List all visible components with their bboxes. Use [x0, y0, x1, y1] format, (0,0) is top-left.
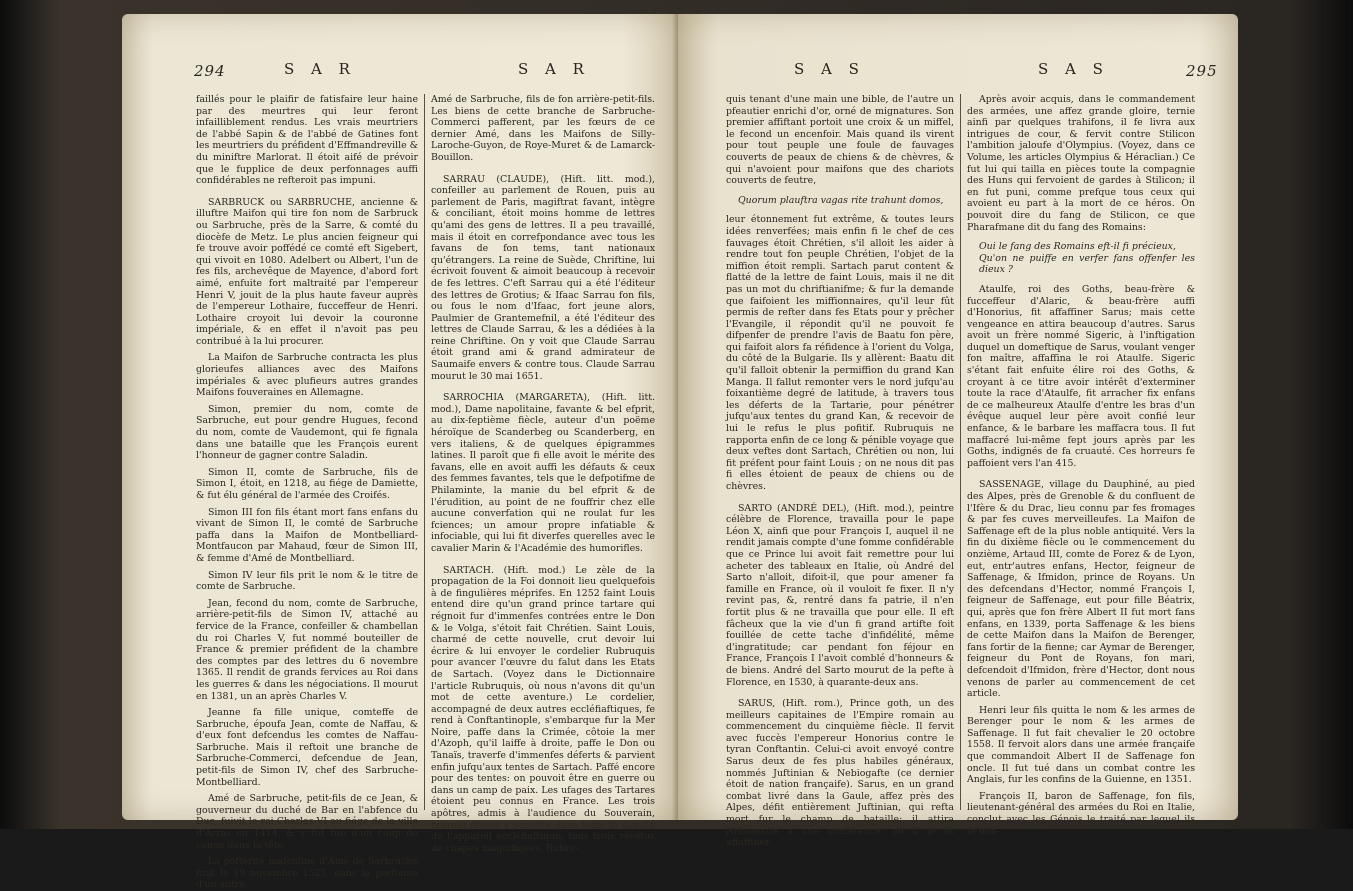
paragraph: Simon III fon fils étant mort fans enfans du vivant de Simon II, le comté de Sarbruche paffa dans la Maifon de Montbelliard-Montfaucon par Mahaud, fœur de Simon III, & femme d'Amé de Montbelliard.: [196, 506, 418, 564]
paragraph: Amé de Sarbruche, petit-fils de ce Jean, & gouverneur du duché de Bar en l'abfence du Duc, fuivit le roi Charles VI au fiége de la ville d'Arras en 1414, & y fut tué d'un coup de canon dans la tête.: [196, 793, 418, 851]
page-number-right: 295: [1186, 62, 1218, 80]
paragraph: Simon II, comte de Sarbruche, fils de Simon I, étoit, en 1218, au fiége de Damiette, & fut élu général de l'armée des Croifés.: [196, 466, 418, 501]
running-head-left: S A R: [284, 60, 356, 78]
paragraph: Après avoir acquis, dans le commandement des armées, une affez grande gloire, ternie ainfi par quelques trahifons, il fe livra aux intrigues de cour, & fervit contre Stilicon l'ambition jaloufe d'Olympius. (Voyez, dans ce Volume, les articles Olympius & Héraclian.) Ce fut lui qui tailla en pièces toute la compagnie des Huns qui fervoient de gardes à Stilicon; il en fut puni, comme prefque tous ceux qui avoient eu part à la mort de ce héros. On pouvoit dire du fang de Stilicon, ce que Pharafmane dit du fang des Romains:: [967, 94, 1195, 233]
right-page: [678, 14, 1238, 849]
paragraph: François II, baron de Saffenage, fon fils, lieutenant-général des armées du Roi en Italie, conclut avec les Génois le traité par lequel ils fe don-: [967, 790, 1195, 837]
running-head-left-center: S A R: [518, 60, 590, 78]
paragraph: Jean, fecond du nom, comte de Sarbruche, arrière-petit-fils de Simon IV, attaché au fervice de la France, confeiller & chambellan du roi Charles V, fut nommé bouteiller de France & premier préfident de la chambre des comptes par des lettres du 6 novembre 1365. Il rendit de grands fervices au Roi dans les guerres & dans les négociations. Il mourut en 1381, un an après Charles V.: [196, 597, 418, 702]
left-page: [122, 14, 678, 891]
verse-quote: Oui le fang des Romains eft-il fi précieux, Qu'on ne puiffe en verfer fans offenfer les dieux ?: [979, 241, 1195, 276]
right-page-column-1: [726, 94, 954, 849]
paragraph: Simon, premier du nom, comte de Sarbruche, eut pour gendre Hugues, fecond du nom, comte de Vaudemont, qui fe fignala dans une bataille que les François eurent l'honneur de gagner contre Saladin.: [196, 403, 418, 462]
column-rule: [960, 94, 961, 810]
paragraph: quis tenant d'une main une bible, de l'autre un pfeautier enrichi d'or, orné de mignatures. Son premier affiftant portoit une croix & un miffel, le fecond un encenfoir. Mais quand ils virent pour tout peuple une foule de fauvages couverts de peaux de chiens & de chèvres, & qui n'avoient pour maifons que des chariots couverts de feutre,: [726, 94, 954, 187]
paragraph: La Maifon de Sarbruche contracta les plus glorieufes alliances avec des Maifons impériales & avec plufieurs autres grandes Maifons fouveraines en Allemagne.: [196, 352, 418, 399]
verse-quote: Quorum plauftra vagas rite trahunt domos,: [738, 194, 944, 206]
paragraph: Amé de Sarbruche, fils de fon arrière-petit-fils. Les biens de cette branche de Sarbruche-Commerci pafferent, par les fœurs de ce dernier Amé, dans les Maifons de Silly-Laroche-Guyon, de Roye-Muret & de Lamarck-Bouillon.: [431, 94, 655, 163]
running-head-right: S A S: [1038, 60, 1109, 78]
paragraph: SASSENAGE, village du Dauphiné, au pied des Alpes, près de Grenoble & du confluent de l'Ifère & du Drac, lieu connu par fes fromages & par fes cuves merveilleufes. La Maifon de Saffenage eft de la plus noble antiquité. Vers la fin du dixième fiècle ou le commencement du onzième, Artaud III, comte de Forez & de Lyon, eut, entr'autres enfans, Hector, feigneur de Saffenage, & Ifmidon, prince de Royans. Un des defcendans d'Hector, nommé François I, feigneur de Saffenage, eut pour fille Béatrix, qui, après que fon frère Albert II fut mort fans enfans, en 1339, porta Saffenage & les biens de cette Maifon dans la Maifon de Berenger, fans fortir de la fienne; car Aymar de Berenger, feigneur du Pont de Royans, fon mari, defcendoit d'Ifmidon, frère d'Hector, dont nous venons de parler au commencement de cet article.: [967, 479, 1195, 700]
paragraph: SARBRUCK ou SARBRUCHE, ancienne & illuftre Maifon qui tire fon nom de Sarbruck ou Sarbruche, près de la Sarre, & comté du diocèfe de Metz. Le plus ancien feigneur qui fe trouve avoir poffédé ce comté eft Sigebert, qui vivoit en 1080. Adelbert ou Albert, l'un de fes fils, archevêque de Mayence, d'abord fort aimé, enfuite fort maltraité par l'empereur Henri V, jouit de la plus haute faveur auprès de l'empereur Lothaire, fucceffeur de Henri. Lothaire croyoit lui devoir la couronne impériale, & en effet il n'avoit pas peu contribué à la lui procurer.: [196, 196, 418, 347]
paragraph: SARRAU (CLAUDE), (Hift. litt. mod.), confeiller au parlement de Rouen, puis au parlement de Paris, magiftrat favant, intègre & conciliant, étoit moins homme de lettres qu'ami des gens de lettres. Il a peu travaillé, mais il étoit en correfpondance avec tous les favans de fon tems, tant nationaux qu'étrangers. La reine de Suède, Chriftine, lui écrivoit fouvent & aimoit beaucoup à recevoir de fes lettres. C'eft Sarrau qui a été l'éditeur des lettres de Grotius; & Ifaac Sarrau fon fils, ou fous le nom d'Ifaac, fort jeune alors, Paulmier de Grantemefnil, a été l'éditeur des lettres de Claude Sarrau, & les a dédiées à la reine Chriftine. On y voit que Claude Sarrau étoit grand ami & grand admirateur de Saumaife envers & contre tous. Claude Sarrau mourut le 30 mai 1651.: [431, 173, 655, 382]
paragraph: La poftérité mafculine d'Amé de Sarbruche finit le 19 novembre 1525, dans la perfonne d'un autre: [196, 856, 418, 891]
paragraph: Simon IV leur fils prit le nom & le titre de comte de Sarbruche.: [196, 569, 418, 593]
paragraph: Jeanne fa fille unique, comteffe de Sarbruche, époufa Jean, comte de Naffau, & d'eux font defcendus les comtes de Naffau-Sarbruche. Mais il reftoit une branche de Sarbruche-Commerci, defcendue de Jean, petit-fils de Simon IV, chef des Sarbruche-Montbelliard.: [196, 707, 418, 788]
right-page-column-2: [967, 94, 1195, 837]
paragraph: SARROCHIA (MARGARETA), (Hift. litt. mod.), Dame napolitaine, favante & bel efprit, au dix-feptième fiècle, auteur d'un poëme héroïque de Scanderbeg ou Scanderberg, en vers italiens, & de quelques épigrammes latines. Il paroît que fi elle avoit le mérite des favans, elle en avoit auffi les défauts & ceux des femmes favantes, tels que le defpotifme de Philaminte, la manie du bel efprit & de l'érudition, au point de ne fouffrir chez elle aucune converfation qui ne roulat fur les fciences; un amour propre infatiable & infociable, qui lui fit diverfes querelles avec le cavalier Marin & l'Académie des humorifles.: [431, 392, 655, 554]
paragraph: leur étonnement fut extrême, & toutes leurs idées renverfées; mais enfin fi le chef de ces fauvages étoit Chrétien, s'il alloit les aider à rendre tout fon peuple Chrétien, l'objet de la miffion étoit rempli. Sartach parut content & flatté de la lettre de faint Louis, mais il ne dit pas un mot du chriftianifme; & fur la demande que faifoient les miffionnaires, qu'il leur fût permis de refter dans fes Etats pour y prêcher l'Evangile, il répondit qu'il ne pouvoit fe difpenfer de prendre l'avis de Baatu fon père, qui faifoit alors fa réfidence à l'orient du Volga, du côté de la Bulgarie. Ils y allèrent: Baatu dit qu'il falloit obtenir la permiffion du grand Kan Manga. Il fallut remonter vers le nord jufqu'au foixantième degré de latitude, à travers tous les déferts de la Tartarie, pour pénétrer jufqu'aux tentes du grand Kan, & recevoir de lui le refus le plus pofitif. Rubruquis ne rapporta enfin de ce long & pénible voyage que deux veftes dont Sartach, Chrétien ou non, lui fit préfent pour faint Louis ; on ne nous dit pas fi elles étoient de peaux de chiens ou de chèvres.: [726, 214, 954, 492]
paragraph: SARTACH. (Hift. mod.) Le zèle de la propagation de la Foi donnoit lieu quelquefois à de fingulières méprifes. En 1252 faint Louis entend dire qu'un grand prince tartare qui régnoit fur d'immenfes contrées entre le Don & le Volga, s'étoit fait Chrétien. Saint Louis, charmé de cette nouvelle, crut devoir lui écrire & lui envoyer le cordelier Rubruquis pour avancer l'œuvre du falut dans les Etats de Sartach. (Voyez dans le Dictionnaire l'article Rubruquis, où nous n'avons dit qu'un mot de cette aventure.) Le cordelier, accompagné de deux autres eccléfiaftiques, fe rend à Conftantinople, s'embarque fur la Mer Noire, paffe dans la Crimée, côtoie la mer d'Azoph, qu'il laiffe à droite, paffe le Don ou Tanaïs, traverfe d'immenfes déferts & parvient enfin jufqu'aux tentes de Sartach. Paffé encore pour des tentes: on pouvoit être en guerre ou dans un camp de paix. Les ufages des Tartares étoient peu connus en France. Les trois apôtres, admis à l'audience du Souverain, crurent devoir y paroître dans toute la dignité de l'appareil eccléfiaftique, tous trois revêtus de chapes magnifiques, Rubru-: [431, 564, 655, 854]
paragraph: SARUS, (Hift. rom.), Prince goth, un des meilleurs capitaines de l'Empire romain au commencement du cinquième fiècle. Il fervit avec fuccès l'empereur Honorius contre le tyran Conftantin. Celui-ci avoit envoyé contre Sarus deux de fes plus habiles généraux, nommés Juftinian & Nebiogafte (ce dernier étoit de nation françaife). Sarus, en un grand combat livré dans la Gaule, affez près des Alpes, défit entièrement Juftinian, qui refta mort fur le champ de bataille: il attira Nebiogafte à une conférence, où il le fit affaffiner.: [726, 698, 954, 849]
paragraph: Ataulfe, roi des Goths, beau-frère & fucceffeur d'Alaric, & beau-frère auffi d'Honorius, fit affaffiner Sarus; mais cette vengeance en attira beaucoup d'autres. Sarus avoit un frère nommé Sigeric, à l'inftigation duquel un domeftique de Sarus, voulant venger fon maître, affaffina le roi Ataulfe. Sigeric s'étant fait enfuite élire roi des Goths, & croyant à ce titre avoir intérêt d'exterminer toute la race d'Ataulfe, fit arracher fix enfans de ce malheureux Ataulfe d'entre les bras d'un évêque auquel leur père avoit confié leur enfance, & le barbare les maffacra tous. Il fut maffacré lui-même fept jours après par les Goths, indignés de fa cruauté. Ces horreurs fe paffoient vers l'an 415.: [967, 283, 1195, 469]
page-number-left: 294: [194, 62, 226, 80]
left-page-column-2: [431, 94, 655, 854]
column-rule: [424, 94, 425, 810]
paragraph: SARTO (ANDRÉ DEL), (Hift. mod.), peintre célèbre de Florence, travailla pour le pape Léon X, ainfi que pour François I, auquel il ne rendit jamais compte d'une fomme confidérable que ce Prince lui avoit fait remettre pour lui acheter des tableaux en Italie, où André del Sarto n'alloit, difoit-il, que pour amener fa famille en France, où il vouloit fe fixer. Il n'y revint pas, &, rentré dans fa patrie, il n'en fortit plus & ne travailla que pour elle. Il eft fâcheux que la vie d'un fi grand artifte foit fouillée de cette tache d'infidélité, même d'ingratitude; car pendant fon féjour en France, François I l'avoit comblé d'honneurs & de biens. André del Sarto mourut de la pefte à Florence, en 1530, à quarante-deux ans.: [726, 502, 954, 688]
paragraph: faillés pour le plaifir de fatisfaire leur haine par des meurtres qui leur feront infailliblement rendus. Les vrais meurtriers de l'abbé Sapin & de l'abbé de Gatines font les meurtriers du préfident d'Effmandreville & du miniftre Marlorat. Il étoit aifé de prévoir que le fupplice de deux perfonnages auffi confidérables ne refteroit pas impuni.: [196, 94, 418, 187]
paragraph: Henri leur fils quitta le nom & les armes de Berenger pour le nom & les armes de Saffenage. Il fut fait chevalier le 20 octobre 1558. Il fervoit alors dans une armée françaife que commandoit Albert II de Saffenage fon oncle. Il fut tué dans un combat contre les Anglais, fur les confins de la Guienne, en 1351.: [967, 704, 1195, 786]
left-page-column-1: [196, 94, 418, 891]
running-head-right-center: S A S: [794, 60, 865, 78]
